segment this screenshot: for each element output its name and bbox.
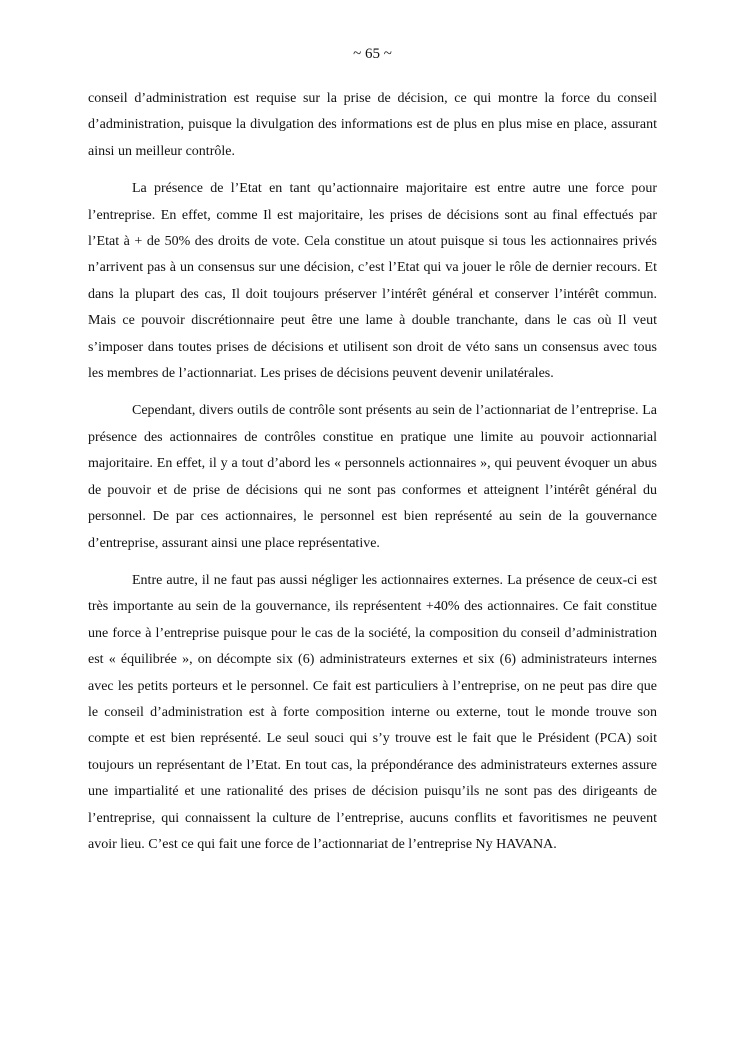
paragraph-control-tools: Cependant, divers outils de contrôle sont présents au sein de l’actionnariat de l’entreprise. La présence des actionnaires de contrôles constitue en pratique une limite au pouvoir actionnarial majoritaire. En effet, il y a tout d’abord les « personnels actionnaires », qui peuvent évoquer un abus de pouvoir et de prise de décisions qui ne sont pas conformes et atteignent l’intérêt général du personnel. De par ces actionnaires, le personnel est bien représenté au sein de la gouvernance d’entreprise, assurant ainsi une place représentative.	[88, 403, 657, 551]
page-number: ~ 65 ~	[353, 46, 392, 62]
document-body	[88, 86, 657, 869]
paragraph-continuation: conseil d’administration est requise sur la prise de décision, ce qui montre la force du conseil d’administration, puisque la divulgation des informations est de plus en plus mise en place, assurant ainsi un meilleur contrôle.	[88, 91, 657, 159]
paragraph-state-shareholder: La présence de l’Etat en tant qu’actionnaire majoritaire est entre autre une force pour l’entreprise. En effet, comme Il est majoritaire, les prises de décisions sont au final effectués par l’Etat à + de 50% des droits de vote. Cela constitue un atout puisque si tous les actionnaires privés n’arrivent pas à un consensus sur une décision, c’est l’Etat qui va jouer le rôle de dernier recours. Et dans la plupart des cas, Il doit toujours préserver l’intérêt général et conserver l’intérêt commun. Mais ce pouvoir discrétionnaire peut être une lame à double tranchante, dans le cas où Il veut s’imposer dans toutes prises de décisions et utilisent son droit de véto sans un consensus avec tous les membres de l’actionnariat. Les prises de décisions peuvent devenir unilatérales.	[88, 181, 657, 382]
paragraph-external-shareholders: Entre autre, il ne faut pas aussi négliger les actionnaires externes. La présence de ceux-ci est très importante au sein de la gouvernance, ils représentent +40% des actionnaires. Ce fait constitue une force à l’entreprise puisque pour le cas de la société, la composition du conseil d’administration est « équilibrée », on décompte six (6) administrateurs externes et six (6) administrateurs internes avec les petits porteurs et le personnel. Ce fait est particuliers à l’entreprise, on ne peut pas dire que le conseil d’administration est à forte composition interne ou externe, tout le monde trouve son compte et est bien représenté. Le seul souci qui s’y trouve est le fait que le Président (PCA) soit toujours un représentant de l’Etat. En tout cas, la prépondérance des administrateurs externes assure une impartialité et une rationalité des prises de décision puisqu’ils ne sont pas des dirigeants de l’entreprise, qui connaissent la culture de l’entreprise, aucuns conflits et favoritismes ne peuvent avoir lieu. C’est ce qui fait une force de l’actionnariat de l’entreprise Ny HAVANA.	[88, 572, 657, 852]
